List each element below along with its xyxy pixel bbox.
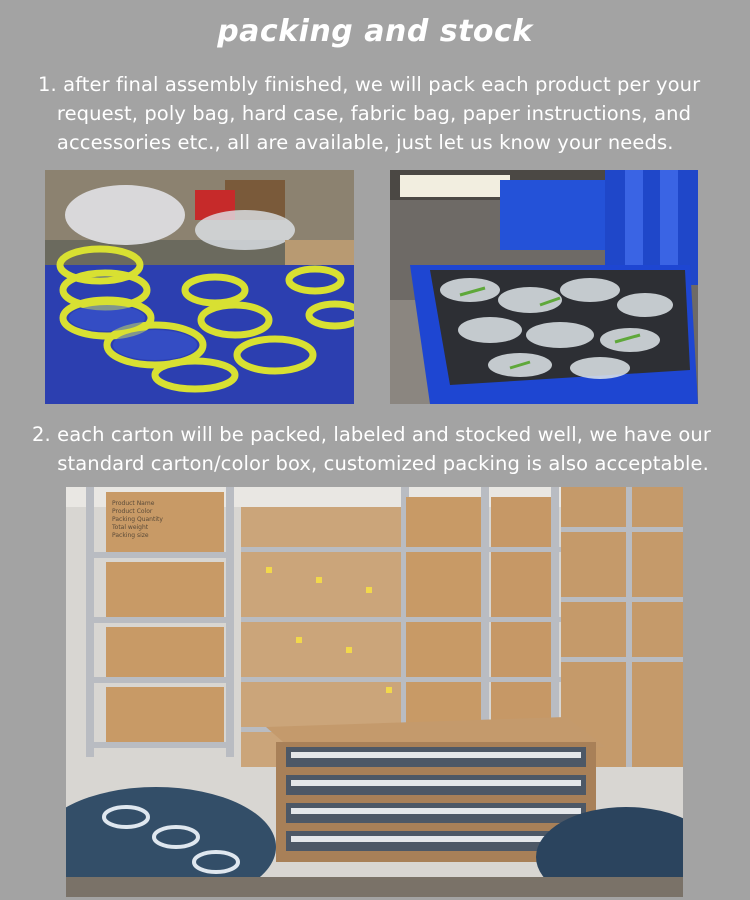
paragraph-stock <box>32 420 711 478</box>
carton-label: Total weight <box>112 524 149 531</box>
paragraph-packing <box>38 70 700 157</box>
carton-label: Packing Quantity <box>112 516 163 523</box>
page-title: packing and stock <box>217 14 533 49</box>
carton-label: Product Color <box>112 508 153 515</box>
paragraph-line: 2. each carton will be packed, labeled and stocked well, we have our <box>32 423 711 446</box>
paragraph-line: accessories etc., all are available, just let us know your needs. <box>38 131 674 154</box>
carton-label: Product Name <box>112 500 155 507</box>
photo-warehouse <box>66 487 683 897</box>
photo-goggles-pile <box>45 170 354 404</box>
carton-label: Packing size <box>112 532 149 539</box>
paragraph-line: standard carton/color box, customized packing is also acceptable. <box>32 452 709 475</box>
photo-blue-crate <box>390 170 698 404</box>
paragraph-line: request, poly bag, hard case, fabric bag, paper instructions, and <box>38 102 692 125</box>
paragraph-line: 1. after final assembly finished, we will pack each product per your <box>38 73 701 96</box>
